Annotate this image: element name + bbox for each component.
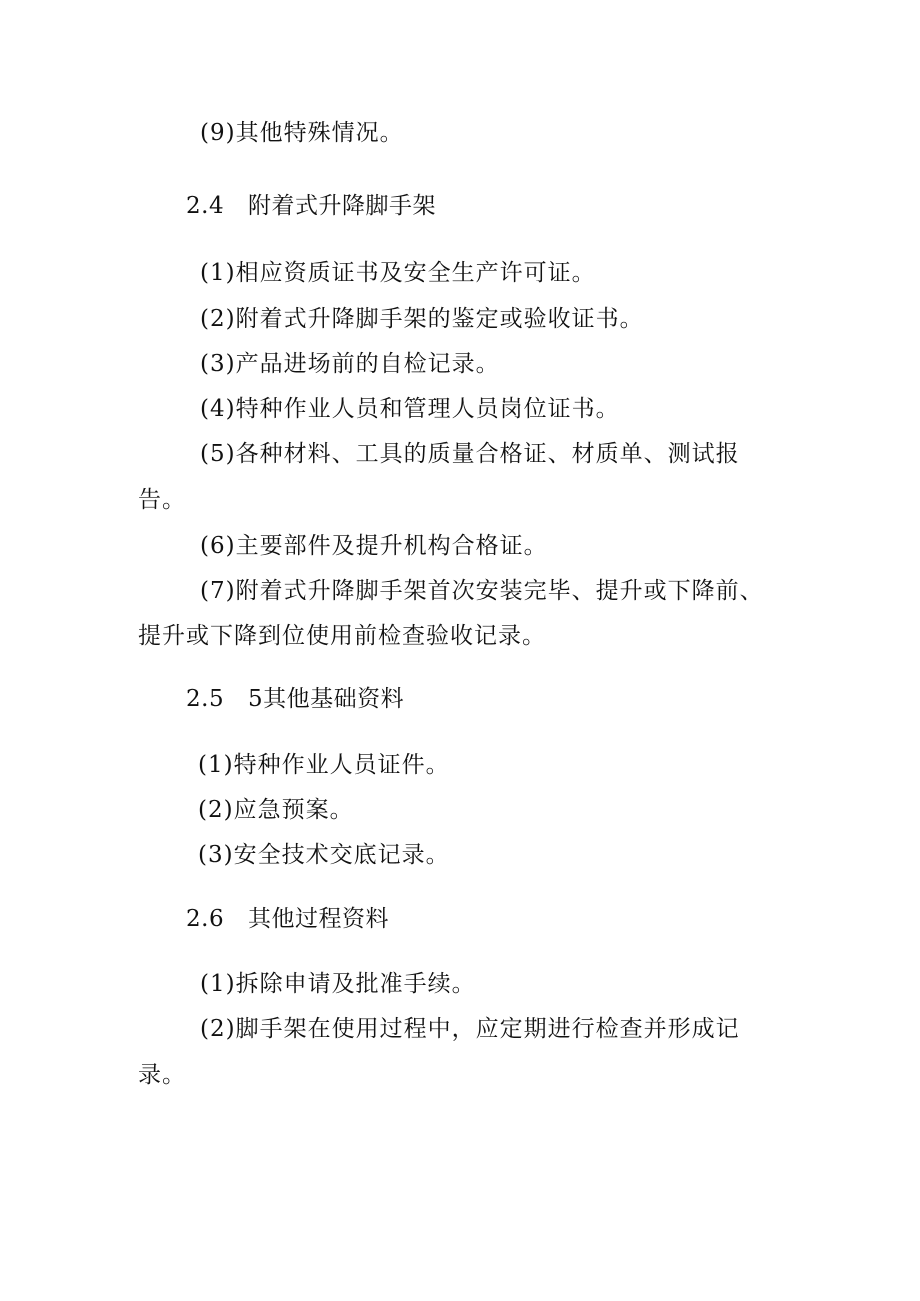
list-item: (3)安全技术交底记录。 [198,842,450,868]
section-heading-2-5 [186,684,404,714]
section-heading-2-4 [186,191,436,221]
list-item: (6)主要部件及提升机构合格证。 [200,533,548,559]
list-item: (3)产品进场前的自检记录。 [200,351,500,377]
list-item: (2)应急预案。 [198,797,354,823]
list-item: (4)特种作业人员和管理人员岗位证书。 [200,396,620,422]
section-title: 附着式升降脚手架 [248,193,436,219]
list-item: (2)脚手架在使用过程中，应定期进行检查并形成记 [200,1016,740,1042]
list-item-9: (9)其他特殊情况。 [200,120,404,146]
list-item: (1)相应资质证书及安全生产许可证。 [200,260,596,286]
list-item-continuation: 提升或下降到位使用前检查验收记录。 [138,623,546,649]
section-title: 其他过程资料 [248,906,389,932]
list-item: (1)特种作业人员证件。 [198,752,450,778]
section-number: 2.6 [186,906,225,932]
list-item-continuation: 告。 [138,487,186,513]
section-number: 2.5 [186,686,225,712]
section-heading-2-6 [186,904,389,934]
section-title: 5其他基础资料 [248,686,405,712]
list-item: (1)拆除申请及批准手续。 [200,971,476,997]
section-number: 2.4 [186,193,225,219]
list-item: (5)各种材料、工具的质量合格证、材质单、测试报 [200,441,740,467]
list-item: (7)附着式升降脚手架首次安装完毕、提升或下降前、 [200,578,764,604]
list-item: (2)附着式升降脚手架的鉴定或验收证书。 [200,306,644,332]
list-item-continuation: 录。 [138,1062,186,1088]
